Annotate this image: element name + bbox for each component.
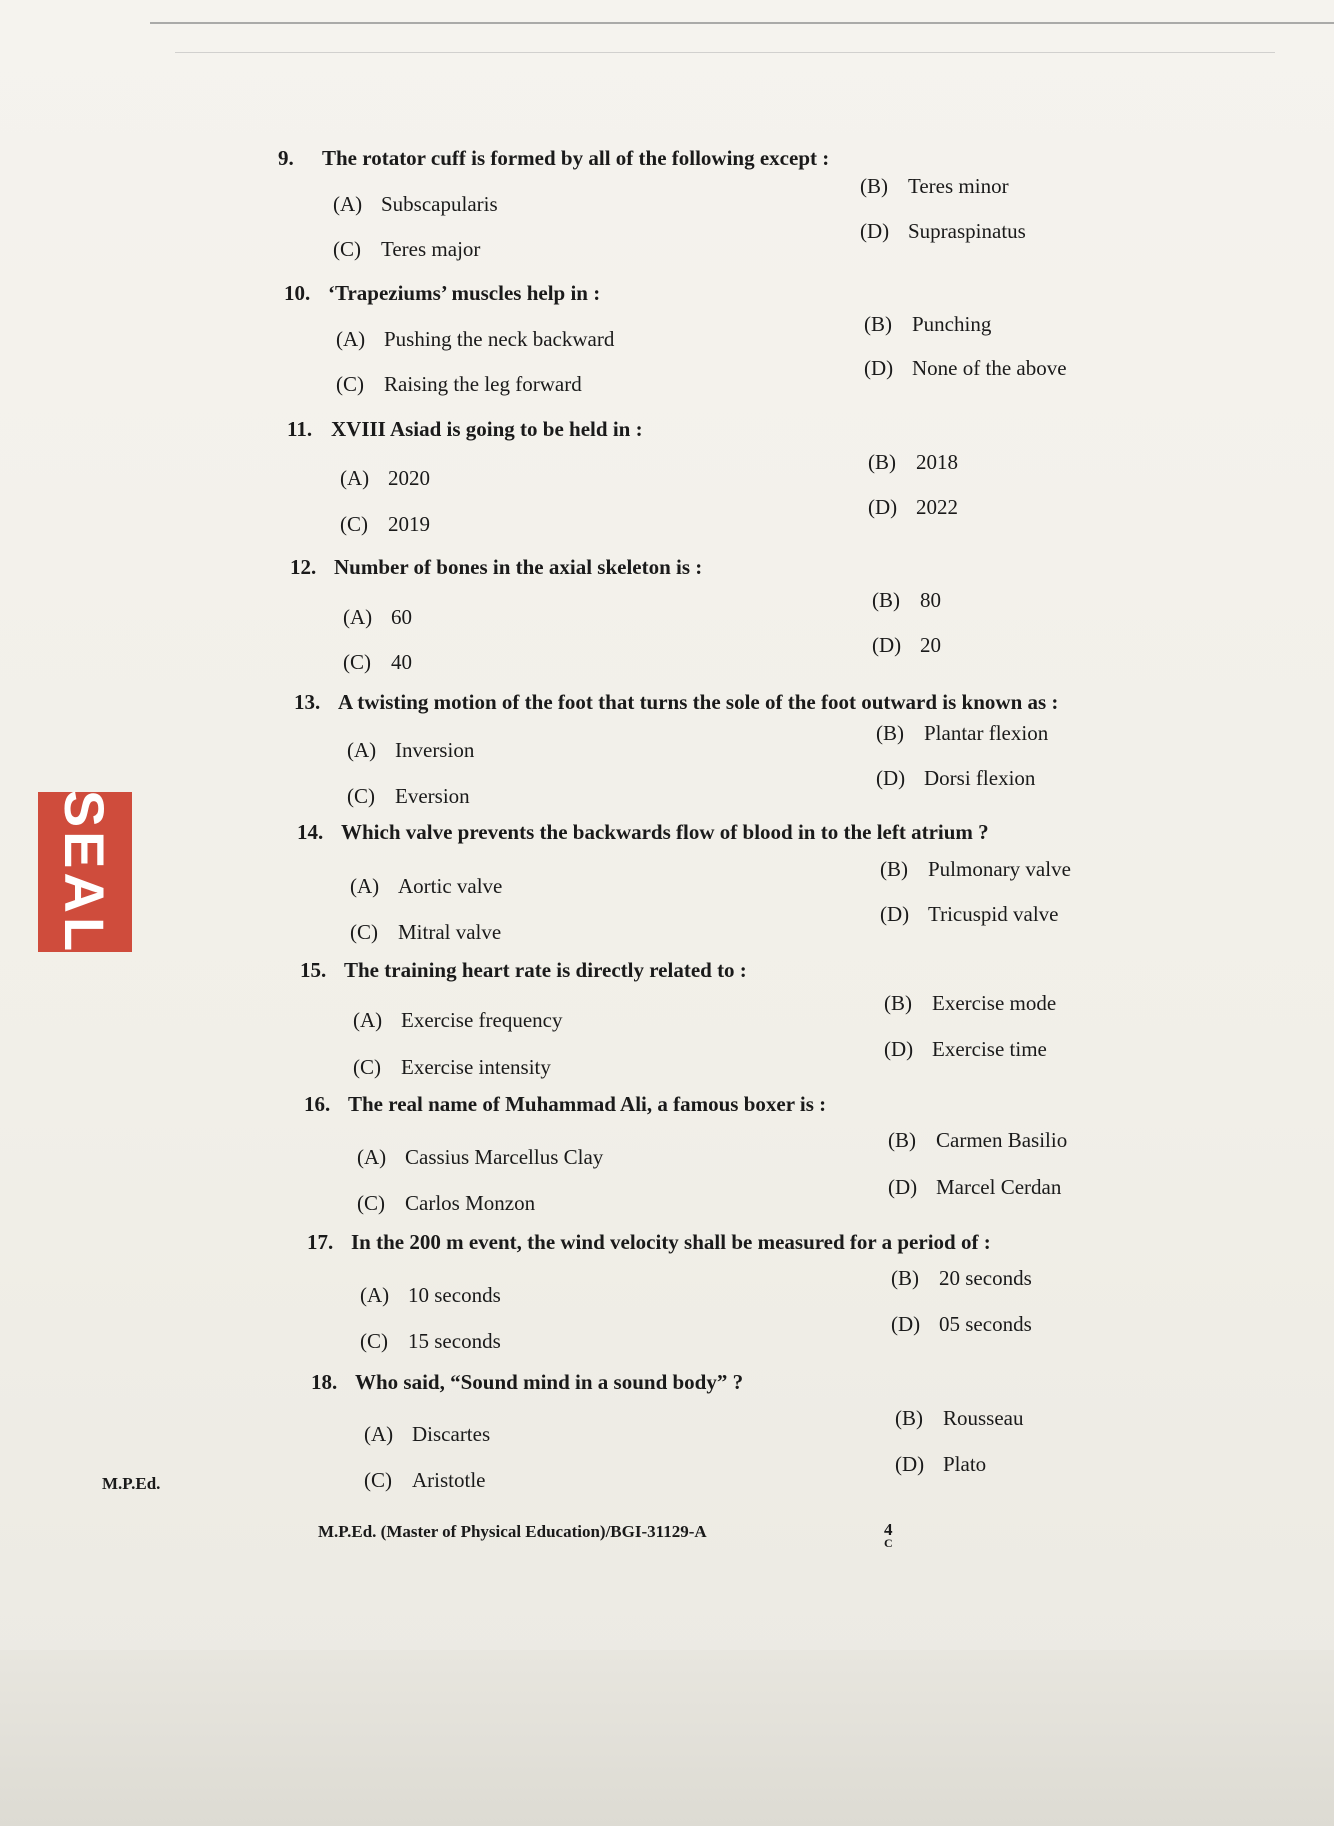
option-18b: (B) Rousseau bbox=[895, 1406, 1024, 1430]
page-bottom-shadow bbox=[0, 1650, 1334, 1826]
option-16d: (D) Marcel Cerdan bbox=[888, 1175, 1062, 1199]
option-text: 2020 bbox=[388, 466, 430, 490]
option-13b: (B) Plantar flexion bbox=[876, 721, 1049, 745]
option-text: Mitral valve bbox=[398, 920, 502, 944]
question-14 bbox=[297, 820, 989, 845]
question-16 bbox=[304, 1092, 826, 1117]
option-10a: (A) Pushing the neck backward bbox=[336, 327, 615, 351]
option-18d: (D) Plato bbox=[895, 1452, 987, 1476]
option-text: Raising the leg forward bbox=[384, 372, 582, 396]
option-12c: (C) 40 bbox=[343, 650, 412, 674]
option-15a: (A) Exercise frequency bbox=[353, 1008, 563, 1032]
question-9 bbox=[278, 146, 829, 171]
question-text: Which valve prevents the backwards flow of blood in to the left atrium ? bbox=[341, 820, 989, 844]
option-text: Eversion bbox=[395, 784, 470, 808]
question-number: 11. bbox=[287, 417, 313, 441]
question-12 bbox=[290, 555, 702, 580]
option-15c: (C) Exercise intensity bbox=[353, 1055, 551, 1079]
option-text: 15 seconds bbox=[408, 1329, 501, 1353]
option-text: 40 bbox=[391, 650, 412, 674]
option-17a: (A) 10 seconds bbox=[360, 1283, 501, 1307]
option-text: Marcel Cerdan bbox=[936, 1175, 1062, 1199]
question-text: The rotator cuff is formed by all of the following except : bbox=[322, 146, 830, 170]
option-text: Teres major bbox=[381, 237, 481, 261]
option-text: Dorsi flexion bbox=[924, 766, 1036, 790]
option-16c: (C) Carlos Monzon bbox=[357, 1191, 536, 1215]
question-number: 12. bbox=[290, 555, 317, 579]
seal-stamp bbox=[38, 789, 132, 955]
question-number: 13. bbox=[294, 690, 321, 714]
option-text: Subscapularis bbox=[381, 192, 498, 216]
option-11c: (C) 2019 bbox=[340, 512, 430, 536]
question-text: The training heart rate is directly related to : bbox=[344, 958, 747, 982]
option-16a: (A) Cassius Marcellus Clay bbox=[357, 1145, 604, 1169]
top-rule bbox=[150, 22, 1334, 24]
option-14b: (B) Pulmonary valve bbox=[880, 857, 1071, 881]
option-18c: (C) Aristotle bbox=[364, 1468, 486, 1492]
option-11a: (A) 2020 bbox=[340, 466, 430, 490]
question-number: 10. bbox=[284, 281, 311, 305]
option-text: Inversion bbox=[395, 738, 475, 762]
option-text: Tricuspid valve bbox=[928, 902, 1059, 926]
option-text: Exercise frequency bbox=[401, 1008, 563, 1032]
option-17b: (B) 20 seconds bbox=[891, 1266, 1032, 1290]
option-text: Pushing the neck backward bbox=[384, 327, 615, 351]
option-14a: (A) Aortic valve bbox=[350, 874, 503, 898]
option-text: 10 seconds bbox=[408, 1283, 501, 1307]
question-13 bbox=[294, 690, 1058, 715]
option-text: Aortic valve bbox=[398, 874, 503, 898]
option-11b: (B) 2018 bbox=[868, 450, 958, 474]
question-text: XVIII Asiad is going to be held in : bbox=[331, 417, 643, 441]
option-text: 2019 bbox=[388, 512, 430, 536]
option-15b: (B) Exercise mode bbox=[884, 991, 1057, 1015]
option-text: Discartes bbox=[412, 1422, 491, 1446]
option-9d: (D) Supraspinatus bbox=[860, 219, 1026, 243]
question-text: Number of bones in the axial skeleton is : bbox=[334, 555, 703, 579]
option-text: Supraspinatus bbox=[908, 219, 1026, 243]
footer-booklet-code: M.P.Ed. (Master of Physical Education)/BGI-31129-A bbox=[318, 1522, 707, 1541]
option-text: 05 seconds bbox=[939, 1312, 1032, 1336]
option-15d: (D) Exercise time bbox=[884, 1037, 1047, 1061]
option-text: Plato bbox=[943, 1452, 987, 1476]
question-number: 16. bbox=[304, 1092, 331, 1116]
option-14d: (D) Tricuspid valve bbox=[880, 902, 1059, 926]
question-text: ‘Trapeziums’ muscles help in : bbox=[328, 281, 601, 305]
option-13c: (C) Eversion bbox=[347, 784, 470, 808]
option-text: 60 bbox=[391, 605, 412, 629]
option-text: 20 seconds bbox=[939, 1266, 1032, 1290]
option-text: Punching bbox=[912, 312, 992, 336]
question-text: A twisting motion of the foot that turns the sole of the foot outward is known as : bbox=[338, 690, 1059, 714]
option-17d: (D) 05 seconds bbox=[891, 1312, 1032, 1336]
option-text: Exercise intensity bbox=[401, 1055, 551, 1079]
option-text: Carlos Monzon bbox=[405, 1191, 536, 1215]
option-text: Carmen Basilio bbox=[936, 1128, 1068, 1152]
question-18 bbox=[311, 1370, 743, 1395]
option-10c: (C) Raising the leg forward bbox=[336, 372, 582, 396]
question-number: 14. bbox=[297, 820, 324, 844]
option-10b: (B) Punching bbox=[864, 312, 992, 336]
option-text: None of the above bbox=[912, 356, 1067, 380]
question-text: Who said, “Sound mind in a sound body” ? bbox=[355, 1370, 744, 1394]
question-17 bbox=[307, 1230, 991, 1255]
option-12a: (A) 60 bbox=[343, 605, 412, 629]
option-14c: (C) Mitral valve bbox=[350, 920, 502, 944]
question-15 bbox=[300, 958, 747, 983]
page-series-marker: C bbox=[884, 1536, 893, 1550]
option-17c: (C) 15 seconds bbox=[360, 1329, 501, 1353]
option-9a: (A) Subscapularis bbox=[333, 192, 498, 216]
seal-text: SEAL bbox=[53, 789, 117, 955]
option-10d: (D) None of the above bbox=[864, 356, 1067, 380]
option-12b: (B) 80 bbox=[872, 588, 941, 612]
question-number: 17. bbox=[307, 1230, 334, 1254]
question-number: 18. bbox=[311, 1370, 338, 1394]
option-13a: (A) Inversion bbox=[347, 738, 475, 762]
option-text: Plantar flexion bbox=[924, 721, 1049, 745]
option-16b: (B) Carmen Basilio bbox=[888, 1128, 1068, 1152]
option-text: Rousseau bbox=[943, 1406, 1024, 1430]
option-9c: (C) Teres major bbox=[333, 237, 481, 261]
option-text: 80 bbox=[920, 588, 941, 612]
option-12d: (D) 20 bbox=[872, 633, 941, 657]
option-text: 2022 bbox=[916, 495, 958, 519]
question-10 bbox=[284, 281, 600, 306]
question-number: 15. bbox=[300, 958, 327, 982]
option-text: Exercise mode bbox=[932, 991, 1057, 1015]
top-rule-secondary bbox=[175, 52, 1275, 53]
option-text: 20 bbox=[920, 633, 941, 657]
option-9b: (B) Teres minor bbox=[860, 174, 1009, 198]
page-number: 4 bbox=[884, 1520, 893, 1539]
option-18a: (A) Discartes bbox=[364, 1422, 491, 1446]
option-text: Exercise time bbox=[932, 1037, 1047, 1061]
option-text: Pulmonary valve bbox=[928, 857, 1071, 881]
footer-left-label: M.P.Ed. bbox=[102, 1474, 161, 1493]
option-text: Aristotle bbox=[412, 1468, 486, 1492]
option-text: Teres minor bbox=[908, 174, 1009, 198]
question-text: In the 200 m event, the wind velocity shall be measured for a period of : bbox=[351, 1230, 991, 1254]
option-text: 2018 bbox=[916, 450, 958, 474]
option-13d: (D) Dorsi flexion bbox=[876, 766, 1036, 790]
option-11d: (D) 2022 bbox=[868, 495, 958, 519]
option-text: Cassius Marcellus Clay bbox=[405, 1145, 604, 1169]
question-text: The real name of Muhammad Ali, a famous boxer is : bbox=[348, 1092, 827, 1116]
question-11 bbox=[287, 417, 643, 442]
question-number: 9. bbox=[278, 146, 294, 170]
